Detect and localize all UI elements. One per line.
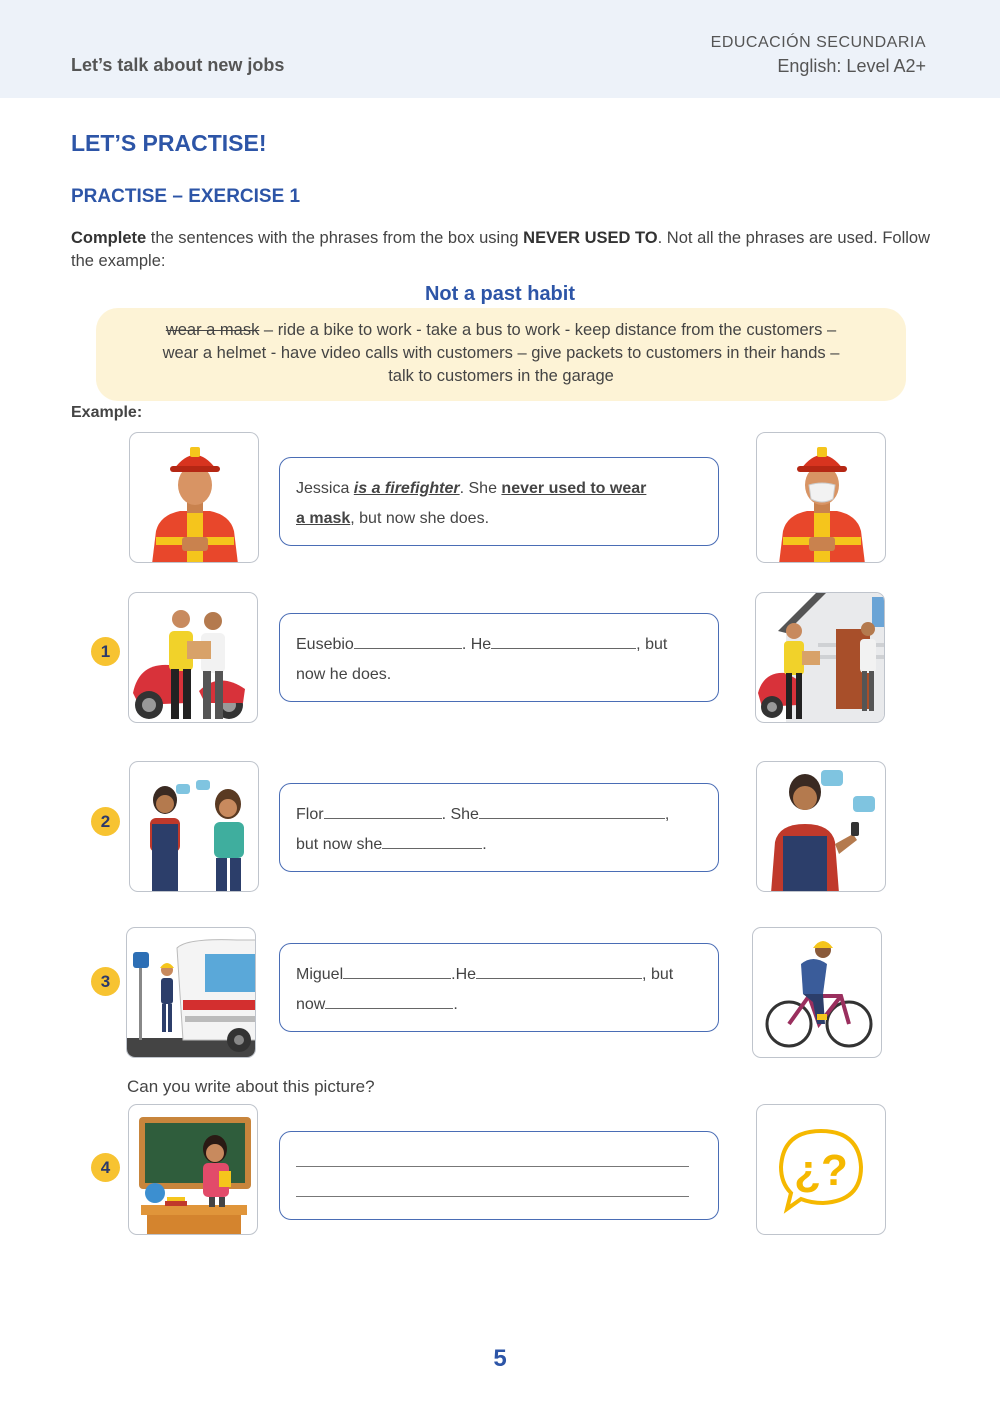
picture-prompt: Can you write about this picture? [127, 1077, 375, 1096]
item-1-blank-1[interactable] [354, 633, 462, 649]
item-1-sentence-box: Eusebio . He , but now he does. [279, 613, 719, 702]
item-2-sentence-box: Flor . She , but now she . [279, 783, 719, 872]
item-4-write-line-1[interactable] [296, 1166, 689, 1167]
page-number: 5 [493, 1345, 507, 1372]
item-2-blank-2[interactable] [479, 803, 665, 819]
item-3-blank-1[interactable] [343, 963, 451, 979]
example-label: Example: [71, 404, 143, 421]
firefighter-with-mask-image [756, 432, 886, 563]
english-level: English: Level A2+ [777, 56, 926, 76]
item-4-writing-box [279, 1131, 719, 1220]
teacher-image [128, 1104, 258, 1235]
item-2-blank-1[interactable] [324, 803, 442, 819]
delivery-man-image [128, 592, 258, 723]
delivery-at-door-image [755, 592, 885, 723]
exercise-title: PRACTISE – EXERCISE 1 [71, 186, 301, 207]
school-level: EDUCACIÓN SECUNDARIA [710, 34, 926, 51]
page-header [0, 0, 1000, 98]
question-glyph: ¿? [794, 1146, 848, 1195]
item-3-sentence-box: Miguel .He , but now . [279, 943, 719, 1032]
section-title: LET’S PRACTISE! [71, 130, 267, 156]
item-number-1: 1 [91, 637, 120, 666]
mechanic-talking-image [129, 761, 259, 892]
instructions: Complete the sentences with the phrases from the box using NEVER USED TO. Not all the phrases are used. Follow the example: [71, 229, 931, 270]
mechanic-video-call-image [756, 761, 886, 892]
example-sentence-box: Jessica is a firefighter. She never used to wear a mask, but now she does. [279, 457, 719, 546]
item-1-blank-2[interactable] [491, 633, 636, 649]
item-2-blank-3[interactable] [382, 833, 482, 849]
phrase-box-title: Not a past habit [424, 283, 575, 305]
item-4-write-line-2[interactable] [296, 1196, 689, 1197]
item-number-3: 3 [91, 967, 120, 996]
item-number-2: 2 [91, 807, 120, 836]
item-3-blank-2[interactable] [476, 963, 642, 979]
item-number-4: 4 [91, 1153, 120, 1182]
unit-title: Let’s talk about new jobs [71, 55, 285, 75]
phrase-box: wear a mask – ride a bike to work - take a bus to work - keep distance from the customers – wear a helmet - have video calls with customers – give packets to customers in their hands – talk to customers in the garage [96, 308, 906, 401]
question-bubble-image [756, 1104, 886, 1235]
firefighter-image [129, 432, 259, 563]
struck-phrase: wear a mask [165, 321, 260, 339]
item-3-blank-3[interactable] [325, 993, 453, 1009]
bus-stop-image [126, 927, 256, 1058]
cyclist-image [752, 927, 882, 1058]
